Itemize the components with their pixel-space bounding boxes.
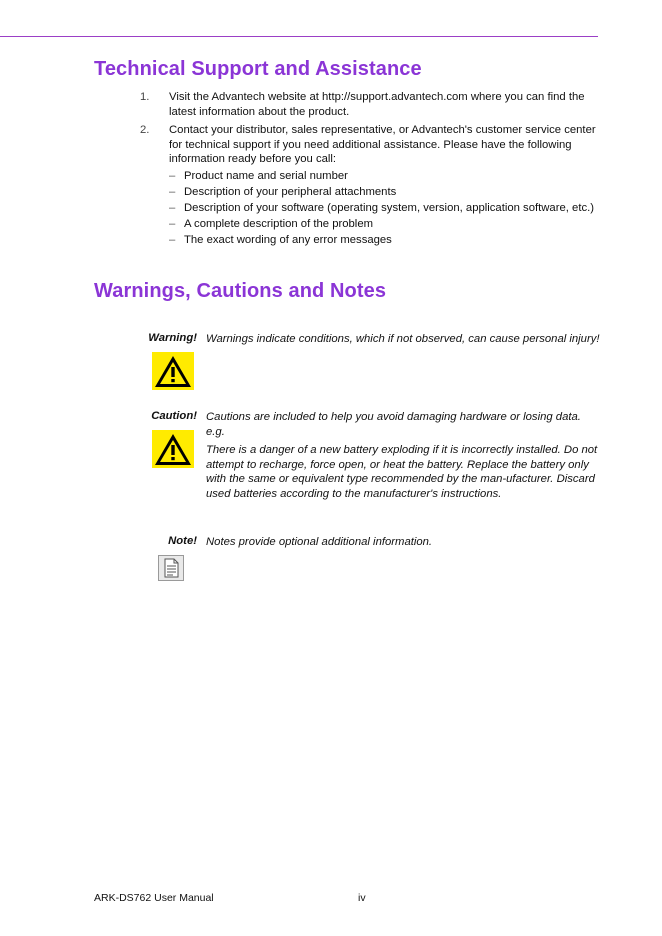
caution-triangle-icon [152,430,194,473]
step-number: 1. [140,91,150,103]
support-step-1 [140,90,600,119]
list-item [169,217,600,232]
list-item [169,201,600,216]
note-description: Notes provide optional additional information. [206,536,433,548]
caution-battery-warning: There is a danger of a new battery exploding if it is incorrectly installed. Do not attempt to recharge, force open, or heat the battery. Replace the battery only with the same or equivalent type recommended by the man-ufacturer. Discard used batteries according to the manufacturer's instructions. [206,444,598,500]
note-document-icon [158,555,184,586]
dash-bullet: – [169,217,176,230]
footer-page-number: iv [358,892,366,904]
caution-label: Caution! [151,410,197,422]
footer-manual-title: ARK-DS762 User Manual [94,892,214,904]
list-item [169,233,600,248]
list-item-text: Product name and serial number [184,169,348,182]
note-label: Note! [168,535,197,547]
required-info-list [169,169,600,248]
section-title-warnings: Warnings, Cautions and Notes [94,280,387,302]
warning-text [206,332,600,351]
step-number: 2. [140,124,150,136]
caution-text [206,410,600,505]
list-item-text: Description of your software (operating system, version, application software, etc.) [184,201,595,214]
list-item [169,185,600,200]
support-steps [140,90,600,251]
header-rule [0,36,598,37]
dash-bullet: – [169,169,176,182]
section-title-support: Technical Support and Assistance [94,58,422,80]
note-text [206,535,600,554]
dash-bullet: – [169,185,176,198]
list-item-text: Description of your peripheral attachments [184,185,397,198]
step-text: Contact your distributor, sales representative, or Advantech's customer service center for technical support if you need additional assistance. Please have the following information ready before you call: [169,124,596,165]
caution-description: Cautions are included to help you avoid damaging hardware or losing data. e.g. [206,411,581,438]
warning-triangle-icon [152,352,194,395]
list-item [169,169,600,184]
dash-bullet: – [169,233,176,246]
step-text: Visit the Advantech website at http://support.advantech.com where you can find the latest information about the product. [169,91,585,118]
support-step-2 [140,123,600,247]
dash-bullet: – [169,201,176,214]
warning-description: Warnings indicate conditions, which if not observed, can cause personal injury! [206,333,600,345]
list-item-text: The exact wording of any error messages [184,233,392,246]
warning-label: Warning! [148,332,197,344]
list-item-text: A complete description of the problem [184,217,374,230]
